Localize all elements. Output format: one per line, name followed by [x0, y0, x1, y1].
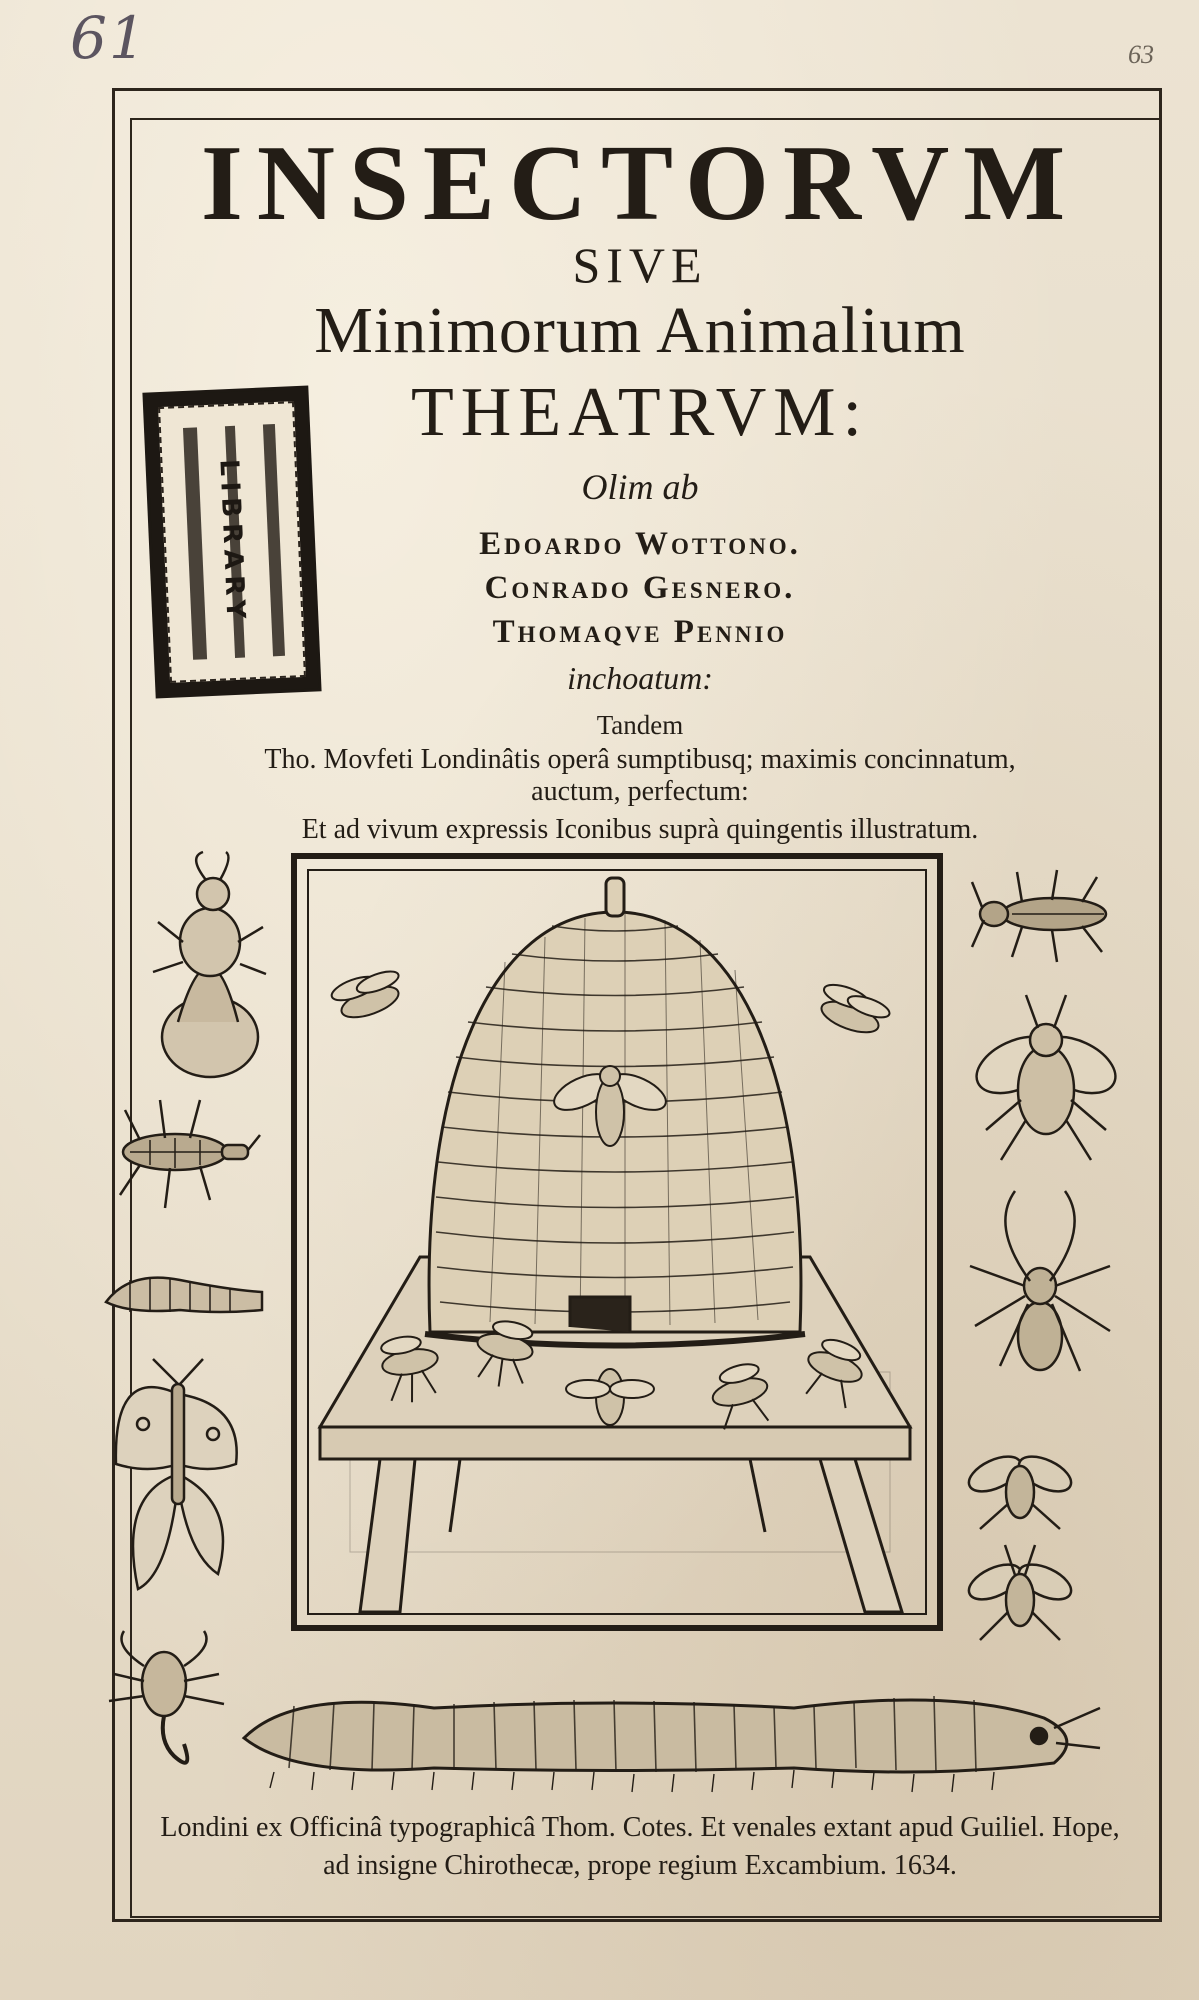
longhorn-beetle-icon: [110, 1090, 260, 1215]
long-beetle-icon: [972, 862, 1122, 966]
moth-icon: [108, 1354, 248, 1594]
stamp-text: LIBRARY: [213, 458, 251, 626]
completion-line-1: Tho. Movfeti Londinâtis operâ sumptibusq; maximis concinnatum,: [264, 744, 1016, 775]
completion-line-3: Et ad vivum expressis Iconibus suprà quingentis illustratum.: [301, 814, 979, 845]
stag-beetle-icon: [148, 852, 268, 1082]
title-line-1: INSECTORVM: [200, 124, 1080, 243]
title-line-3: Minimorum Animalium: [314, 294, 966, 367]
imprint-line-1: Londini ex Officinâ typographicâ Thom. Cotes. Et venales extant apud Guiliel. Hope,: [160, 1812, 1120, 1843]
spider-icon: [960, 1186, 1120, 1396]
bee-icon: [966, 990, 1126, 1170]
author-penny: Thomaqve Pennio: [492, 614, 788, 650]
author-wotton: Edoardo Wottono.: [479, 526, 801, 562]
fly-icon: [960, 1540, 1080, 1644]
fly-icon: [960, 1434, 1080, 1534]
tandem: Tandem: [596, 710, 684, 740]
inchoatum: inchoatum:: [567, 660, 713, 696]
title-line-2: SIVE: [572, 237, 708, 293]
caterpillar-icon: [100, 1262, 268, 1326]
shelfmark-annotation: 61: [70, 4, 148, 72]
author-gesner: Conrado Gesnero.: [484, 570, 796, 606]
page-number-annotation: 63: [1128, 40, 1154, 69]
beehive-woodcut: [290, 852, 944, 1632]
completion-line-2: auctum, perfectum:: [531, 776, 749, 807]
title-line-4: THEATRVM:: [411, 374, 869, 451]
library-stamp: [146, 389, 319, 696]
olim-ab: Olim ab: [581, 467, 699, 507]
imprint-line-2: ad insigne Chirothecæ, prope regium Excambium. 1634.: [323, 1850, 957, 1881]
millipede-icon: [234, 1668, 1100, 1798]
scorpion-icon: [104, 1626, 234, 1776]
